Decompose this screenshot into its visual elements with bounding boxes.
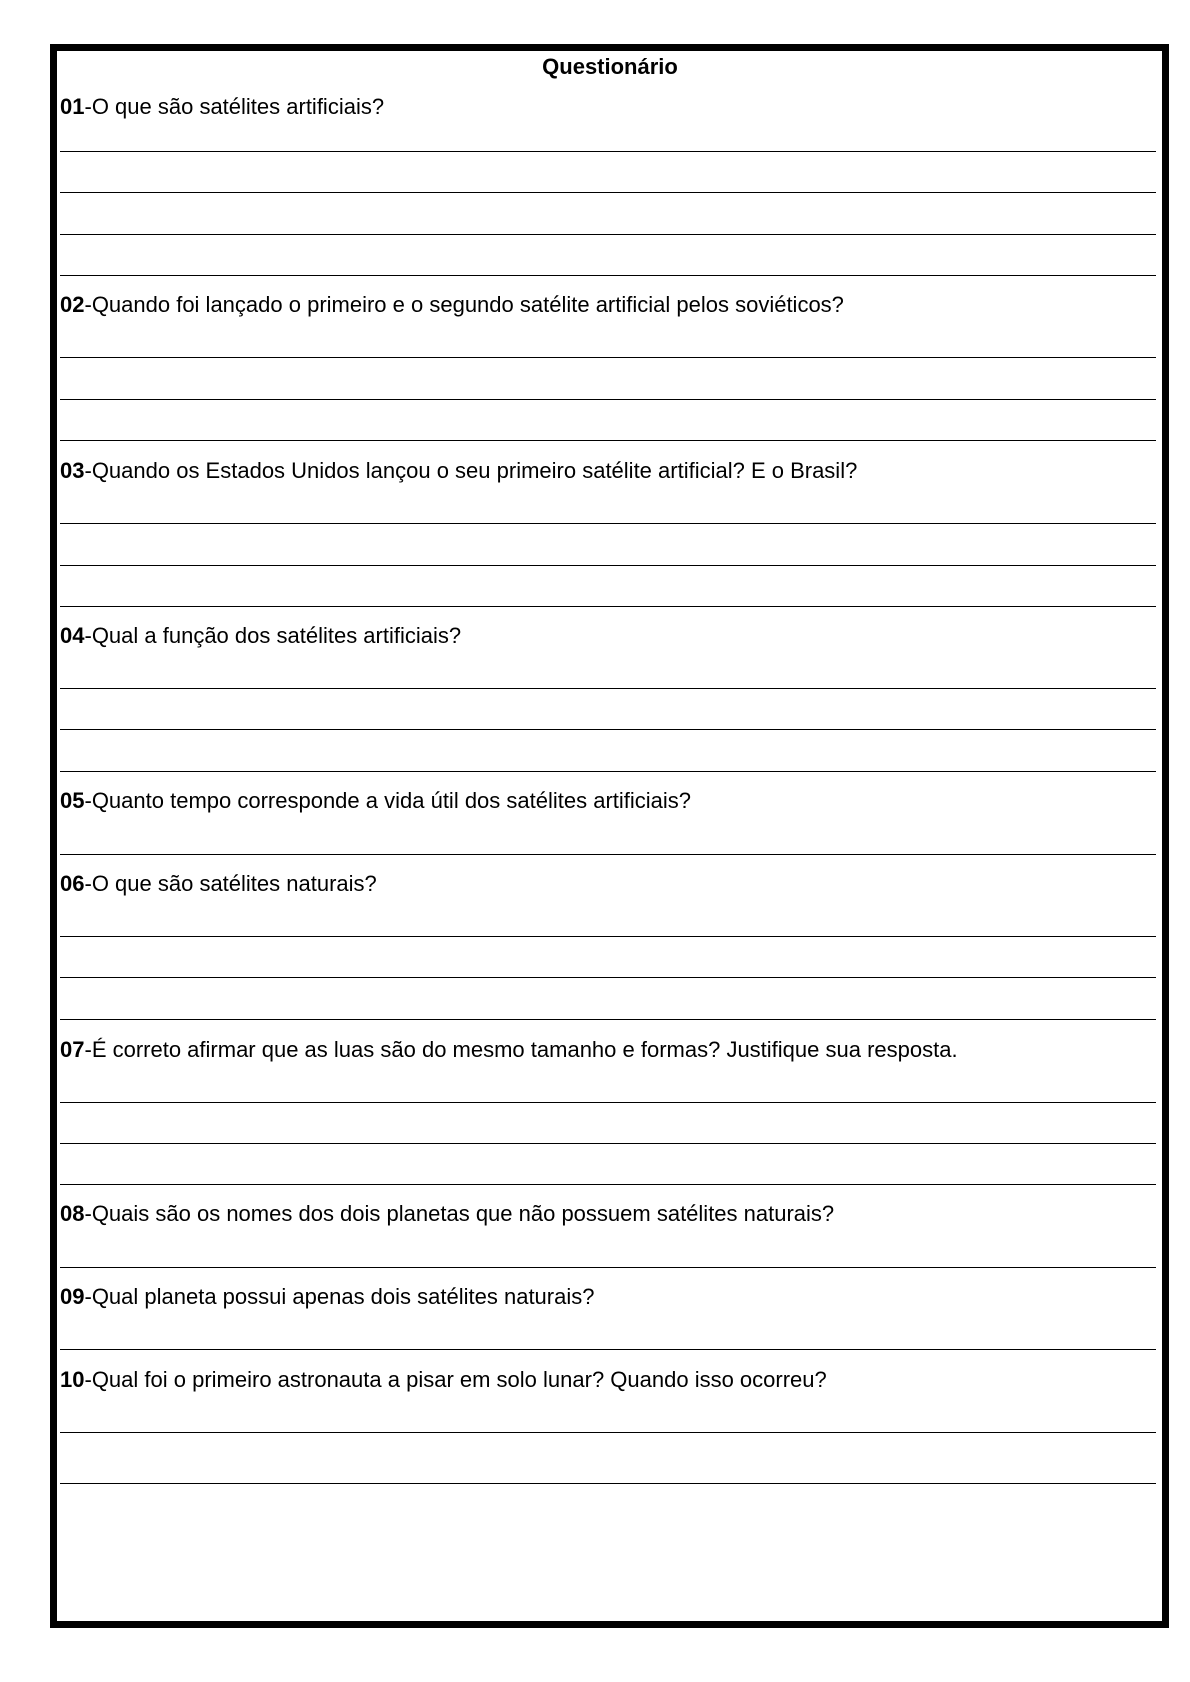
question-number: 04 (60, 623, 85, 648)
question-label: Quanto tempo corresponde a vida útil dos satélites artificiais? (91, 788, 692, 813)
question-separator: - (84, 1201, 92, 1226)
question-05 (60, 786, 1160, 816)
question-text (60, 1365, 1160, 1395)
answer-line[interactable] (60, 151, 1156, 152)
question-label: Quais são os nomes dos dois planetas que não possuem satélites naturais? (91, 1201, 835, 1226)
question-separator: - (84, 623, 92, 648)
answer-line[interactable] (60, 936, 1156, 937)
question-label: Qual foi o primeiro astronauta a pisar em solo lunar? Quando isso ocorreu? (91, 1367, 827, 1392)
answer-line[interactable] (60, 688, 1156, 689)
question-separator: - (84, 871, 92, 896)
question-03 (60, 456, 1160, 486)
question-separator: - (84, 94, 92, 119)
question-01 (60, 92, 1160, 122)
question-separator: - (84, 1037, 92, 1062)
question-06 (60, 869, 1160, 899)
question-label: O que são satélites artificiais? (91, 94, 385, 119)
question-number: 06 (60, 871, 85, 896)
question-text (60, 1199, 1160, 1229)
answer-line[interactable] (60, 606, 1156, 607)
answer-line[interactable] (60, 729, 1156, 730)
answer-line[interactable] (60, 1019, 1156, 1020)
question-label: É correto afirmar que as luas são do mesmo tamanho e formas? Justifique sua resposta. (91, 1037, 958, 1062)
answer-line[interactable] (60, 275, 1156, 276)
question-label: Qual a função dos satélites artificiais? (91, 623, 462, 648)
answer-line[interactable] (60, 854, 1156, 855)
answer-line[interactable] (60, 357, 1156, 358)
answer-line[interactable] (60, 1432, 1156, 1433)
question-number: 10 (60, 1367, 85, 1392)
question-number: 08 (60, 1201, 85, 1226)
answer-line[interactable] (60, 1184, 1156, 1185)
question-07 (60, 1035, 1160, 1065)
answer-line[interactable] (60, 399, 1156, 400)
question-label: O que são satélites naturais? (91, 871, 377, 896)
question-separator: - (84, 1367, 92, 1392)
question-number: 03 (60, 458, 85, 483)
question-number: 09 (60, 1284, 85, 1309)
answer-line[interactable] (60, 234, 1156, 235)
question-number: 01 (60, 94, 85, 119)
question-text (60, 786, 1160, 816)
answer-line[interactable] (60, 523, 1156, 524)
answer-line[interactable] (60, 771, 1156, 772)
answer-line[interactable] (60, 192, 1156, 193)
question-separator: - (84, 1284, 92, 1309)
question-text (60, 1282, 1160, 1312)
question-label: Quando os Estados Unidos lançou o seu primeiro satélite artificial? E o Brasil? (91, 458, 858, 483)
page-title: Questionário (542, 54, 678, 79)
question-text (60, 621, 1160, 651)
question-text (60, 92, 1160, 122)
answer-line[interactable] (60, 1349, 1156, 1350)
answer-line[interactable] (60, 977, 1156, 978)
question-text (60, 1035, 1160, 1065)
question-separator: - (84, 292, 92, 317)
question-label: Quando foi lançado o primeiro e o segundo satélite artificial pelos soviéticos? (91, 292, 844, 317)
answer-line[interactable] (60, 1143, 1156, 1144)
question-04 (60, 621, 1160, 651)
answer-line[interactable] (60, 440, 1156, 441)
question-text (60, 869, 1160, 899)
question-number: 02 (60, 292, 85, 317)
answer-line[interactable] (60, 1483, 1156, 1484)
question-label: Qual planeta possui apenas dois satélites naturais? (91, 1284, 595, 1309)
answer-line[interactable] (60, 1102, 1156, 1103)
question-10 (60, 1365, 1160, 1395)
question-08 (60, 1199, 1160, 1229)
question-text (60, 290, 1160, 320)
question-separator: - (84, 458, 92, 483)
question-number: 05 (60, 788, 85, 813)
answer-line[interactable] (60, 1267, 1156, 1268)
question-02 (60, 290, 1160, 320)
question-number: 07 (60, 1037, 85, 1062)
answer-line[interactable] (60, 565, 1156, 566)
question-09 (60, 1282, 1160, 1312)
question-text (60, 456, 1160, 486)
question-separator: - (84, 788, 92, 813)
